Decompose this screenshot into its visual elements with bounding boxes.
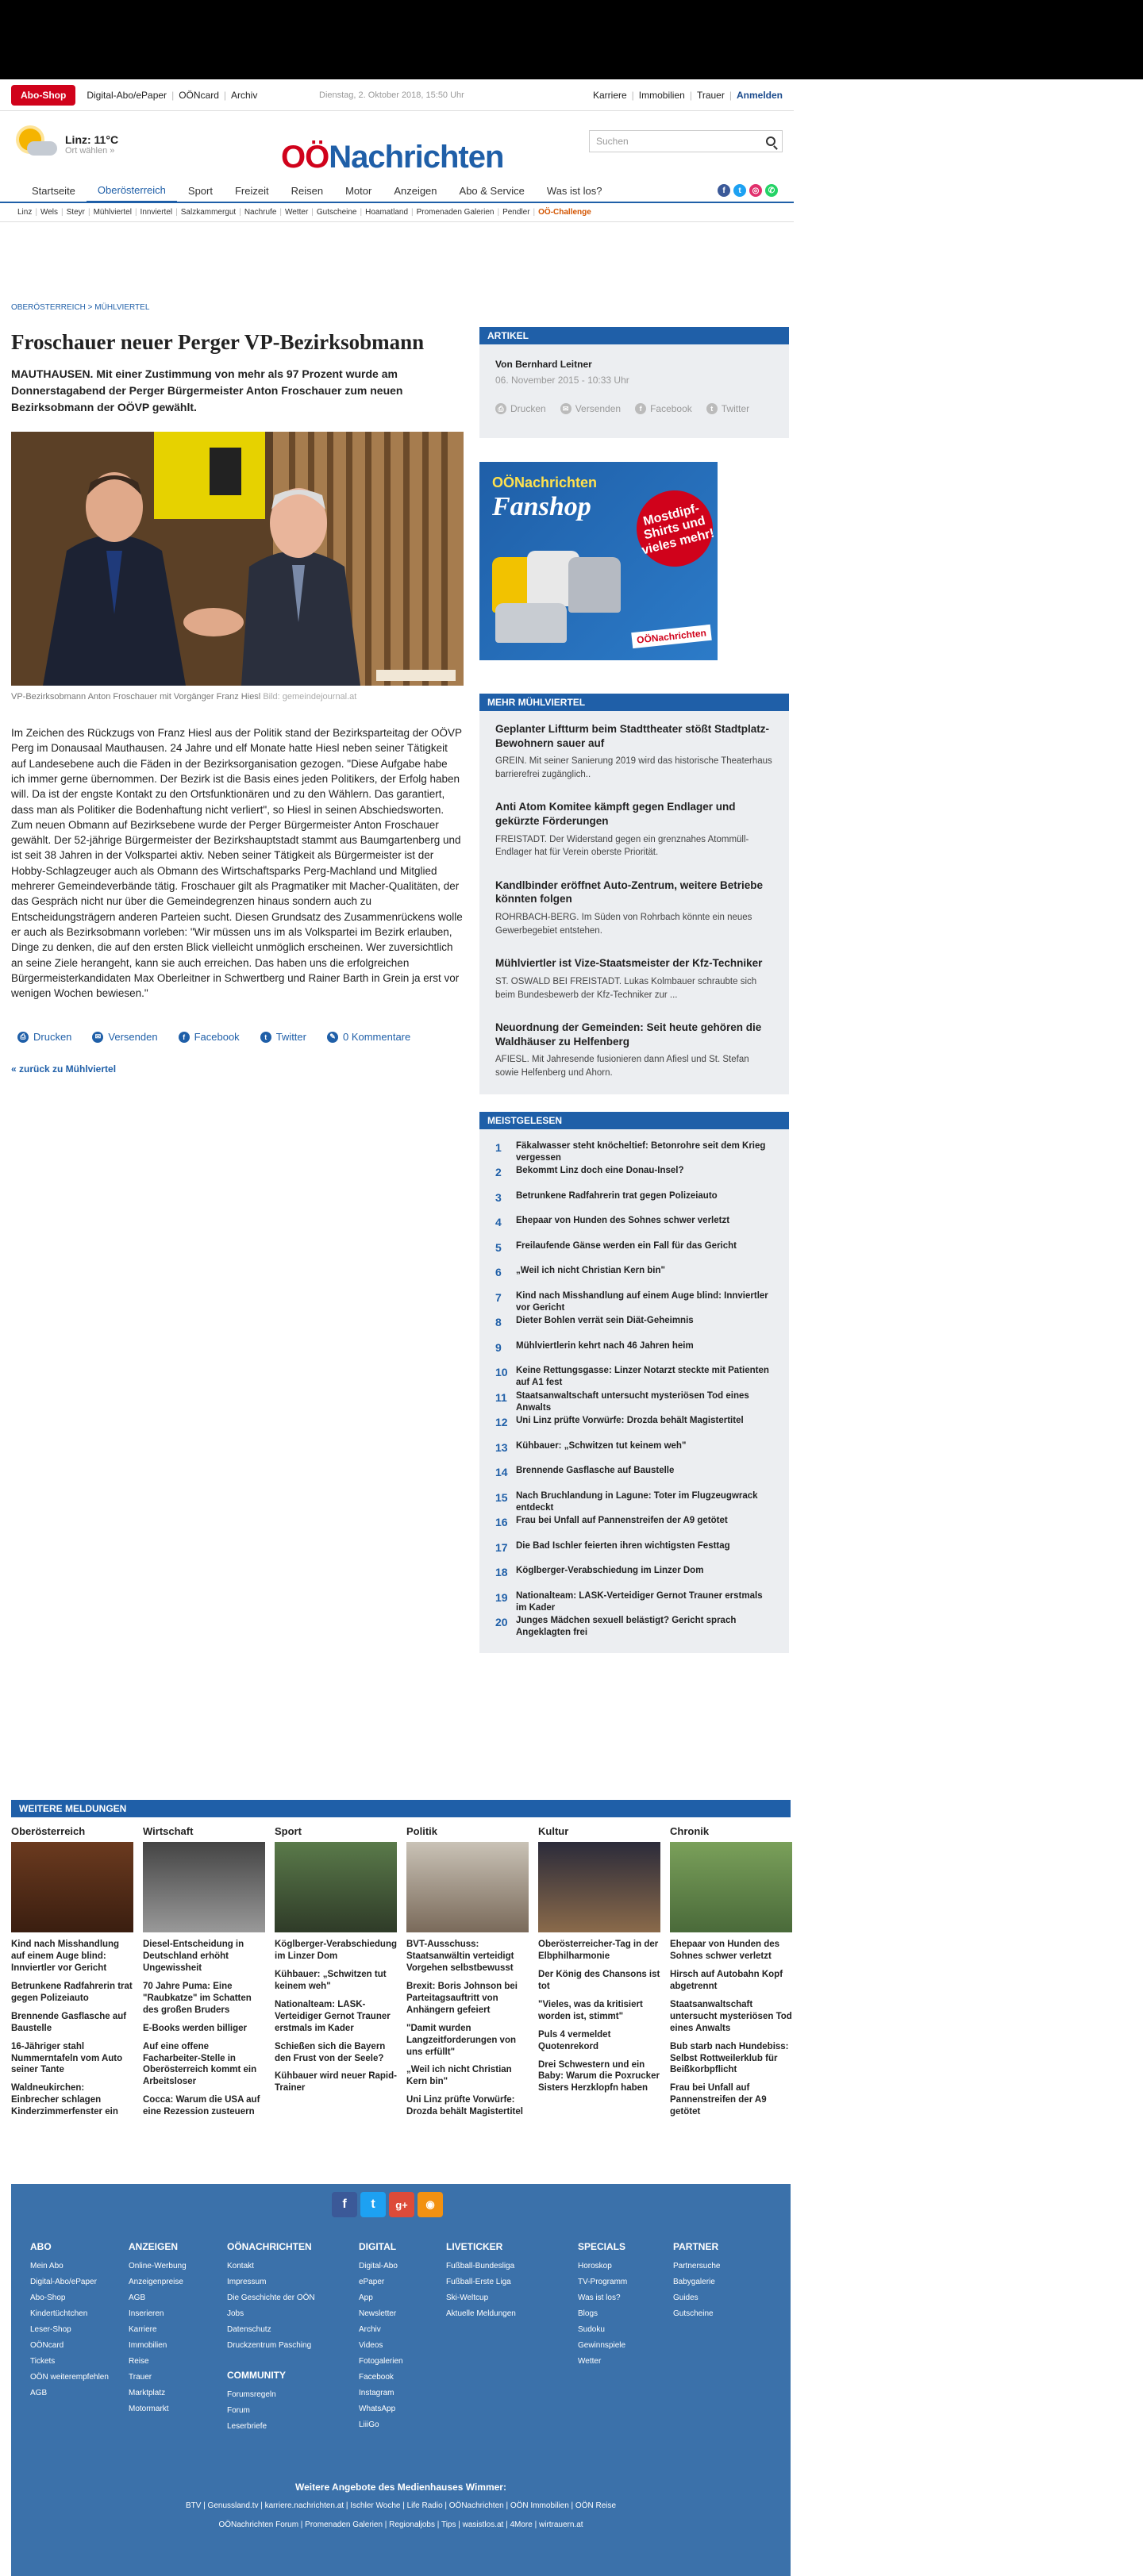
news-column-image[interactable] [670, 1842, 792, 1932]
subnav-nachrufe[interactable]: Nachrufe [244, 208, 277, 217]
top-link-immobilien[interactable]: Immobilien [638, 89, 685, 101]
news-item[interactable]: Bub starb nach Hundebiss: Selbst Rottweilerklub für Beißkorbpflicht [670, 2041, 789, 2075]
most-read-title: Die Bad Ischler feierten ihren wichtigsten Festtag [516, 1540, 730, 1551]
footer-link[interactable]: Videos [359, 2341, 383, 2350]
most-read-rank: 18 [495, 1566, 508, 1579]
twitter-icon: t [260, 1032, 271, 1043]
more-item[interactable]: Kandlbinder eröffnet Auto-Zentrum, weitere Betriebe könnten folgen ROHRBACH-BERG. Im Süden von Rohrbach könnte ein neues Gewerbegebiet entstehen. [495, 879, 764, 936]
footer-link[interactable]: Guides [673, 2293, 698, 2302]
most-read-title: Betrunkene Radfahrerin trat gegen Polizeiauto [516, 1190, 718, 1201]
article-box-head: ARTIKEL [479, 327, 789, 344]
news-item[interactable]: Auf eine offene Facharbeiter-Stelle in Oberösterreich kommt ein Arbeitsloser [143, 2041, 257, 2087]
most-read-rank: 17 [495, 1540, 508, 1554]
top-bar [0, 79, 794, 111]
footer-link[interactable]: Mein Abo [30, 2262, 64, 2270]
footer [11, 2184, 791, 2576]
footer-column [446, 2241, 578, 2435]
top-link-digital-abo[interactable]: Digital-Abo/ePaper [87, 89, 167, 101]
footer-column [359, 2241, 446, 2435]
top-black-bar [0, 0, 1143, 79]
news-column-image[interactable] [143, 1842, 265, 1932]
footer-bottom-links-1[interactable]: BTV | Genussland.tv | karriere.nachrichten.at | Ischler Woche | Life Radio | OÖNachrichten | OÖN Immobilien | OÖN Reise [185, 2501, 617, 2510]
photo-caption [11, 692, 464, 702]
footer-column-head: SPECIALS [578, 2241, 626, 2252]
subnav-oo-challenge[interactable]: OÖ-Challenge [538, 208, 591, 217]
news-item[interactable]: „Weil ich nicht Christian Kern bin" [406, 2065, 512, 2087]
footer-link[interactable]: Anzeigenpreise [129, 2278, 183, 2286]
nav-was-ist-los[interactable]: Was ist los? [546, 185, 602, 197]
most-read-rank: 6 [495, 1266, 502, 1279]
most-read-title: Staatsanwaltschaft untersucht mysteriösen Tod eines Anwalts [516, 1390, 749, 1413]
more-news-section [11, 1800, 791, 2118]
print-button[interactable]: ⎙ Drucken [17, 1031, 71, 1043]
sidebar-email-button[interactable]: ✉ Versenden [560, 403, 621, 414]
news-item[interactable]: Puls 4 vermeldet Quotenrekord [538, 2029, 611, 2051]
most-read-title: Uni Linz prüfte Vorwürfe: Drozda behält Magistertitel [516, 1416, 744, 1426]
most-read-item[interactable] [495, 1140, 773, 1166]
fanshop-badge: Mostdipf-Shirts und vieles mehr! [629, 483, 721, 575]
weather-widget[interactable] [14, 127, 118, 162]
main-nav [0, 178, 794, 203]
twitter-icon: t [706, 403, 718, 414]
subnav-wels[interactable]: Wels [40, 208, 59, 217]
most-read-item[interactable] [495, 1240, 773, 1266]
email-button[interactable]: ✉ Versenden [92, 1031, 157, 1043]
comments-button[interactable]: ✎ 0 Kommentare [327, 1031, 410, 1043]
news-column-image[interactable] [275, 1842, 397, 1932]
footer-link[interactable]: Newsletter [359, 2309, 397, 2318]
news-item[interactable]: Oberösterreicher-Tag in der Elbphilharmonie [538, 1940, 659, 1961]
sub-nav: Linz | Wels | Steyr | Mühlviertel | Innviertel | Salzkammergut | Nachrufe | Wetter | Gutscheine | Hoamatland | Promenaden Galerien | Pendler | OÖ-Challenge [0, 203, 794, 222]
news-column [670, 1825, 792, 2118]
email-icon: ✉ [92, 1032, 103, 1043]
back-to-muehlviertel-link[interactable]: « zurück zu Mühlviertel [11, 1063, 117, 1075]
footer-column [578, 2241, 673, 2435]
news-column-head[interactable]: Kultur [538, 1825, 569, 1837]
most-read-rank: 4 [495, 1216, 502, 1229]
more-list [479, 711, 789, 1094]
login-link[interactable]: Anmelden [736, 89, 783, 101]
fanshop-ad[interactable] [479, 462, 718, 660]
most-read-rank: 11 [495, 1390, 507, 1404]
footer-link[interactable]: AGB [129, 2293, 146, 2302]
most-read-title: Bekommt Linz doch eine Donau-Insel? [516, 1166, 684, 1176]
footer-link[interactable]: Aktuelle Meldungen [446, 2309, 516, 2318]
footer-link[interactable]: OÖN weiterempfehlen [30, 2373, 109, 2382]
subnav-salzkammergut[interactable]: Salzkammergut [180, 208, 237, 217]
footer-link[interactable]: Blogs [578, 2309, 598, 2318]
facebook-icon[interactable]: f [332, 2192, 357, 2217]
subnav-innviertel[interactable]: Innviertel [140, 208, 173, 217]
most-read-item[interactable] [495, 1190, 773, 1216]
news-item[interactable]: Brexit: Boris Johnson bei Parteitagsauftritt von Anhängern gefeiert [406, 1981, 518, 2015]
most-read-rank: 10 [495, 1366, 508, 1379]
footer-column-head: DIGITAL [359, 2241, 397, 2252]
article-lead: MAUTHAUSEN. Mit einer Zustimmung von mehr als 97 Prozent wurde am Donnerstagabend der Perger Bürgermeister Anton Froschauer zum neuen Bezirksobmann der OÖVP gewählt. [11, 367, 403, 414]
most-read-item[interactable] [495, 1390, 773, 1416]
more-news-columns [11, 1825, 791, 2118]
footer-column [227, 2241, 359, 2435]
nav-abo-service[interactable]: Abo & Service [459, 185, 525, 197]
footer-bottom [11, 2478, 791, 2535]
most-read-item[interactable] [495, 1465, 773, 1490]
twitter-icon[interactable]: t [733, 184, 746, 197]
sidebar [479, 327, 789, 1653]
most-read-item[interactable] [495, 1165, 773, 1190]
top-right-links: Karriere | Immobilien | Trauer | Anmelden [592, 89, 783, 101]
article-photo-illustration [11, 432, 464, 686]
footer-link[interactable]: Ski-Weltcup [446, 2293, 489, 2302]
footer-link[interactable]: LiiiGo [359, 2420, 379, 2429]
most-read-title: Nationalteam: LASK-Verteidiger Gernot Trauner erstmals im Kader [516, 1590, 763, 1613]
most-read-rank: 3 [495, 1190, 502, 1204]
footer-link[interactable]: App [359, 2293, 373, 2302]
news-item[interactable]: BVT-Ausschuss: Staatsanwältin verteidigt Vorgehen selbstbewusst [406, 1940, 514, 1973]
footer-link[interactable]: Digital-Abo [359, 2262, 398, 2270]
footer-column [30, 2241, 129, 2435]
news-item[interactable]: Drei Schwestern und ein Baby: Warum die Poxrucker Sisters Herzklopfn haben [538, 2059, 660, 2093]
most-read-title: Brennende Gasflasche auf Baustelle [516, 1466, 675, 1476]
current-date: Dienstag, 2. Oktober 2018, 15:50 Uhr [319, 90, 464, 100]
footer-link[interactable]: Sudoku [578, 2325, 605, 2334]
top-links: Digital-Abo/ePaper | OÖNcard | Archiv [87, 89, 258, 101]
facebook-icon: f [635, 403, 646, 414]
news-item[interactable]: Brennende Gasflasche auf Baustelle [11, 2011, 127, 2033]
most-read-list [479, 1129, 789, 1653]
most-read-item[interactable] [495, 1340, 773, 1366]
news-item[interactable]: Nationalteam: LASK-Verteidiger Gernot Trauner erstmals im Kader [275, 1999, 391, 2033]
shirt-grey [568, 557, 621, 613]
nav-reisen[interactable]: Reisen [291, 185, 324, 197]
top-link-oencard[interactable]: OÖNcard [179, 89, 219, 101]
article-photo [11, 432, 464, 686]
article-body [11, 725, 464, 1001]
facebook-share-button[interactable]: f Facebook [179, 1031, 240, 1043]
news-item[interactable]: E-Books werden billiger [143, 2023, 247, 2033]
most-read-rank: 12 [495, 1416, 508, 1429]
most-read-item[interactable] [495, 1415, 773, 1440]
most-read-item[interactable] [495, 1540, 773, 1566]
article-info-box [479, 344, 789, 438]
most-read-box [479, 1112, 789, 1653]
footer-link[interactable]: Datenschutz [227, 2325, 271, 2334]
footer-link[interactable]: Leserbriefe [227, 2422, 267, 2431]
footer-link[interactable]: Immobilien [129, 2341, 167, 2350]
most-read-item[interactable] [495, 1565, 773, 1590]
footer-link[interactable]: WhatsApp [359, 2405, 396, 2413]
news-item[interactable]: 70 Jahre Puma: Eine "Raubkatze" im Schatten des großen Bruders [143, 1981, 252, 2015]
print-icon: ⎙ [17, 1032, 29, 1043]
most-read-title: Fäkalwasser steht knöcheltief: Betonrohre seit dem Krieg vergessen [516, 1140, 766, 1163]
subnav-promenaden-galerien[interactable]: Promenaden Galerien [416, 208, 495, 217]
most-read-title: Kühbauer: „Schwitzen tut keinem weh" [516, 1440, 687, 1451]
footer-social [332, 2192, 443, 2217]
more-muehlviertel-box [479, 694, 789, 1094]
footer-link[interactable]: Kontakt [227, 2262, 254, 2270]
most-read-rank: 20 [495, 1616, 508, 1629]
footer-link[interactable]: Wetter [578, 2357, 602, 2366]
top-link-archiv[interactable]: Archiv [231, 89, 258, 101]
more-item[interactable]: Mühlviertler ist Vize-Staatsmeister der Kfz-Techniker ST. OSWALD BEI FREISTADT. Lukas Kolmbauer schraubte sich beim Bundesbewerb der Kfz-Techniker zur ... [495, 957, 763, 1000]
news-item[interactable]: "Vieles, was da kritisiert worden ist, stimmt" [538, 1999, 643, 2021]
subnav-hoamatland[interactable]: Hoamatland [365, 208, 409, 217]
footer-link[interactable]: Babygalerie [673, 2278, 715, 2286]
footer-column-head: COMMUNITY [227, 2370, 286, 2381]
footer-link[interactable]: Was ist los? [578, 2293, 621, 2302]
footer-link[interactable]: ePaper [359, 2278, 385, 2286]
header [0, 111, 794, 178]
most-read-rank: 2 [495, 1166, 502, 1179]
rss-icon[interactable]: ◉ [418, 2192, 443, 2217]
news-column-image[interactable] [11, 1842, 133, 1932]
footer-link[interactable]: Instagram [359, 2389, 394, 2397]
subnav-muehlviertel[interactable]: Mühlviertel [93, 208, 132, 217]
footer-link[interactable]: Horoskop [578, 2262, 612, 2270]
most-read-title: Dieter Bohlen verrät sein Diät-Geheimnis [516, 1316, 694, 1326]
most-read-rank: 7 [495, 1290, 502, 1304]
comment-icon: ✎ [327, 1032, 338, 1043]
caption-credit: Bild: gemeindejournal.at [263, 692, 357, 702]
footer-link[interactable]: Online-Werbung [129, 2262, 187, 2270]
subnav-wetter[interactable]: Wetter [285, 208, 309, 217]
most-read-item[interactable] [495, 1490, 773, 1516]
footer-column-head: OÖNACHRICHTEN [227, 2241, 312, 2252]
subnav-steyr[interactable]: Steyr [66, 208, 85, 217]
footer-link[interactable]: Archiv [359, 2325, 381, 2334]
facebook-icon: f [179, 1032, 190, 1043]
sun-cloud-icon [14, 127, 59, 162]
most-read-rank: 5 [495, 1240, 502, 1254]
whatsapp-icon[interactable]: ✆ [765, 184, 778, 197]
most-read-title: Keine Rettungsgasse: Linzer Notarzt steckte mit Patienten auf A1 fest [516, 1366, 769, 1388]
twitter-icon[interactable]: t [360, 2192, 386, 2217]
more-head: MEHR MÜHLVIERTEL [479, 694, 789, 711]
footer-link[interactable]: Abo-Shop [30, 2293, 66, 2302]
top-link-karriere[interactable]: Karriere [592, 89, 627, 101]
news-item[interactable]: Uni Linz prüfte Vorwürfe: Drozda behält Magistertitel [406, 2095, 523, 2117]
article-date: 06. November 2015 - 10:33 Uhr [495, 375, 629, 386]
email-icon: ✉ [560, 403, 572, 414]
most-read-item[interactable] [495, 1290, 773, 1316]
footer-bottom-title: Weitere Angebote des Medienhauses Wimmer: [295, 2482, 506, 2493]
nav-sport[interactable]: Sport [187, 185, 213, 197]
sidebar-share [495, 403, 773, 414]
most-read-rank: 19 [495, 1590, 508, 1604]
news-column [275, 1825, 397, 2118]
article-headline: Froschauer neuer Perger VP-Bezirksobmann [11, 330, 425, 354]
subnav-gutscheine[interactable]: Gutscheine [316, 208, 357, 217]
article-share-bar [11, 1031, 464, 1043]
instagram-icon[interactable]: ◎ [749, 184, 762, 197]
news-item[interactable]: 16-Jähriger stahl Nummerntafeln vom Auto seiner Tante [11, 2041, 123, 2075]
breadcrumb[interactable]: OBERÖSTERREICH > MÜHLVIERTEL [11, 303, 150, 312]
article-author: Von Bernhard Leitner [495, 359, 592, 370]
news-column-head[interactable]: Chronik [670, 1825, 710, 1837]
most-read-item[interactable] [495, 1265, 773, 1290]
footer-link[interactable]: Impressum [227, 2278, 267, 2286]
nav-anzeigen[interactable]: Anzeigen [394, 185, 437, 197]
footer-link[interactable]: Gewinnspiele [578, 2341, 626, 2350]
article-paragraph: Im Zeichen des Rückzugs von Franz Hiesl aus der Politik stand der Bezirksparteitag der OÖVP Perg im Donausaal Mauthausen. 24 Jahre und elf Monate hatte Hiesl neben seiner Tätigkeit auf Landesebene auch die Fäden in der Bezirksorganisation gezogen. "Diese Aufgabe habe ich immer gerne übernommen. Der Bezirk ist die Basis eines jeden Politikers, der Erfolg haben will. Da ist der engste Kontakt zu den Ortsfunktionären und zu den Wählern. Das garantiert, dass man als Politiker die Bodenhaftung nicht verliert", so Hiesl in seinen Abschiedsworten. [11, 727, 462, 816]
footer-link[interactable]: Druckzentrum Pasching [227, 2341, 312, 2350]
footer-column-head: PARTNER [673, 2241, 719, 2252]
twitter-share-button[interactable]: t Twitter [260, 1031, 306, 1043]
most-read-rank: 14 [495, 1466, 508, 1479]
footer-link[interactable]: Kindertüchtchen [30, 2309, 88, 2318]
weather-location-select[interactable]: Ort wählen » [65, 146, 115, 156]
news-column-image[interactable] [406, 1842, 529, 1932]
footer-column [673, 2241, 760, 2435]
footer-link[interactable]: OÖNcard [30, 2341, 64, 2350]
news-item[interactable]: Schießen sich die Bayern den Frust von der Seele? [275, 2041, 386, 2063]
footer-link[interactable]: Reise [129, 2357, 149, 2366]
most-read-rank: 1 [495, 1140, 502, 1154]
news-item[interactable]: Kühbauer wird neuer Rapid-Trainer [275, 2071, 397, 2093]
fanshop-logo-line1: OÖNachrichten [492, 475, 598, 490]
most-read-title: Mühlviertlerin kehrt nach 46 Jahren heim [516, 1340, 694, 1351]
most-read-rank: 8 [495, 1316, 502, 1329]
footer-link[interactable]: Forumsregeln [227, 2390, 276, 2399]
most-read-rank: 15 [495, 1490, 508, 1504]
footer-link[interactable]: Marktplatz [129, 2389, 166, 2397]
footer-link[interactable]: Forum [227, 2406, 250, 2415]
footer-column-head: ABO [30, 2241, 52, 2252]
social-icons [718, 184, 778, 197]
google-plus-icon[interactable]: g+ [389, 2192, 414, 2217]
footer-link[interactable]: Fußball-Erste Liga [446, 2278, 511, 2286]
nav-motor[interactable]: Motor [345, 185, 372, 197]
print-icon: ⎙ [495, 403, 506, 414]
news-item[interactable]: Diesel-Entscheidung in Deutschland erhöht Ungewissheit [143, 1940, 244, 1973]
footer-link[interactable]: Karriere [129, 2325, 157, 2334]
most-read-rank: 13 [495, 1440, 508, 1454]
footer-link[interactable]: Jobs [227, 2309, 244, 2318]
weather-city: Linz: 11°C [65, 133, 119, 146]
news-item[interactable]: Staatsanwaltschaft untersucht mysteriösen Tod eines Anwalts [670, 1999, 792, 2033]
more-item[interactable]: Anti Atom Komitee kämpft gegen Endlager und gekürzte Förderungen FREISTADT. Der Widerstand gegen ein grenznahes Atommüll-Endlager hat für Verein oberste Priorität. [495, 801, 749, 858]
most-read-item[interactable] [495, 1365, 773, 1390]
fanshop-logo-line2: Fanshop [492, 492, 591, 521]
news-column [11, 1825, 133, 2118]
footer-link[interactable]: Fußball-Bundesliga [446, 2262, 515, 2270]
news-item[interactable]: Der König des Chansons ist tot [538, 1969, 660, 1991]
footer-link[interactable]: Partnersuche [673, 2262, 721, 2270]
footer-column-head: LIVETICKER [446, 2241, 503, 2252]
most-read-rank: 16 [495, 1516, 508, 1529]
most-read-item[interactable] [495, 1515, 773, 1540]
most-read-title: Junges Mädchen sexuell belästigt? Gericht sprach Angeklagten frei [516, 1616, 737, 1638]
most-read-title: „Weil ich nicht Christian Kern bin" [516, 1266, 665, 1276]
article-paragraph: Zum neuen Obmann auf Bezirksebene wurde der Perger Bürgermeister Anton Froschauer gewählt. Der 52-jährige Bürgermeister der Bezirkshauptstadt stammt aus Baumgartenberg und ist seit 38 Jahren in der Volkspartei aktiv. Neben seiner Tätigkeit als Bürgermeister ist der Hobby-Schlagzeuger auch als Obmann des Wirtschaftsparks Perg-Machland und Mitglied mehrerer Gemeindeverbände tätig. Froschauer gilt als Pragmatiker mit Macher-Qualitäten, der das Gespräch nicht nur über die Gemeindegrenzen hinaus sondern auch zu Entscheidungsträgern anderen Parteien sucht. Diesen Grundsatz des Zusammenrückens wolle er auch als Bezirksobmann vorleben: "Wir müssen uns im als Volkspartei im Bezirk erlauben, Dinge zu denken, die auf den ersten Blick vielleicht unmöglich erscheinen. Wer zuversichtlich an seine Ziele herangeht, kann sie auch erreichen. Das haben uns die erfolgreichen Bürgermeisterkandidaten Max Oberleitner in Schwertberg und Rainer Barth in Grein ja erst vor wenigen Wochen bewiesen." [11, 818, 463, 1000]
news-item[interactable]: Frau bei Unfall auf Pannenstreifen der A9 getötet [670, 2083, 767, 2117]
most-read-title: Kind nach Misshandlung auf einem Auge blind: Innviertler vor Gericht [516, 1290, 768, 1313]
news-item[interactable]: Kühbauer: „Schwitzen tut keinem weh" [275, 1969, 387, 1991]
footer-columns [30, 2241, 760, 2435]
news-column [406, 1825, 529, 2118]
more-item[interactable]: Geplanter Liftturm beim Stadttheater stößt Stadtplatz-Bewohnern sauer auf GREIN. Mit seiner Sanierung 2019 wird das historische Theaterhaus barrierefrei zugänglich.. [495, 723, 772, 779]
news-column-head[interactable]: Politik [406, 1825, 438, 1837]
bag [495, 603, 567, 643]
most-read-item[interactable] [495, 1215, 773, 1240]
site-container [0, 79, 794, 2529]
footer-link[interactable]: Tickets [30, 2357, 56, 2366]
footer-link[interactable]: TV-Programm [578, 2278, 628, 2286]
nav-freizeit[interactable]: Freizeit [234, 185, 269, 197]
more-news-head: WEITERE MELDUNGEN [11, 1800, 791, 1817]
caption-text: VP-Bezirksobmann Anton Froschauer mit Vorgänger Franz Hiesl [11, 692, 261, 702]
search-icon[interactable] [766, 136, 775, 146]
news-column-head[interactable]: Oberösterreich [11, 1825, 86, 1837]
news-item[interactable]: Waldneukirchen: Einbrecher schlagen Kinderzimmerfenster ein [11, 2083, 118, 2117]
most-read-title: Köglberger-Verabschiedung im Linzer Dom [516, 1566, 704, 1576]
subnav-linz[interactable]: Linz [17, 208, 33, 217]
news-column-head[interactable]: Wirtschaft [143, 1825, 194, 1837]
sidebar-print-button[interactable]: ⎙ Drucken [495, 403, 546, 414]
top-link-trauer[interactable]: Trauer [696, 89, 725, 101]
footer-column [129, 2241, 227, 2435]
most-read-title: Frau bei Unfall auf Pannenstreifen der A9 getötet [516, 1516, 728, 1526]
news-column [538, 1825, 660, 2118]
sidebar-facebook-button[interactable]: f Facebook [635, 403, 692, 414]
news-item[interactable]: "Damit wurden Langzeitforderungen von uns erfüllt" [406, 2023, 516, 2057]
most-read-title: Freilaufende Gänse werden ein Fall für das Gericht [516, 1240, 737, 1251]
most-read-item[interactable] [495, 1590, 773, 1616]
more-item[interactable]: Neuordnung der Gemeinden: Seit heute gehören die Waldhäuser zu Helfenberg AFIESL. Mit Jahresende fusionieren dann Afiesl und St. Stefan sowie Helfenberg und Ahorn. [495, 1021, 762, 1078]
footer-link[interactable]: Inserieren [129, 2309, 164, 2318]
news-item[interactable]: Ehepaar von Hunden des Sohnes schwer verletzt [670, 1940, 780, 1961]
footer-link[interactable]: Gutscheine [673, 2309, 714, 2318]
footer-link[interactable]: Die Geschichte der OÖN [227, 2293, 315, 2302]
facebook-icon[interactable]: f [718, 184, 730, 197]
search-placeholder: Suchen [596, 136, 629, 147]
nav-oberoesterreich[interactable]: Oberösterreich [87, 184, 177, 203]
subnav-pendler[interactable]: Pendler [502, 208, 530, 217]
most-read-item[interactable] [495, 1440, 773, 1466]
news-column-head[interactable]: Sport [275, 1825, 302, 1837]
footer-link[interactable]: Leser-Shop [30, 2325, 71, 2334]
footer-link[interactable]: Motormarkt [129, 2405, 169, 2413]
footer-link[interactable]: AGB [30, 2389, 48, 2397]
sidebar-twitter-button[interactable]: t Twitter [706, 403, 749, 414]
search-input[interactable] [589, 130, 783, 152]
news-item[interactable]: Kind nach Misshandlung auf einem Auge blind: Innviertler vor Gericht [11, 1940, 120, 1973]
footer-link[interactable]: Trauer [129, 2373, 152, 2382]
most-read-item[interactable] [495, 1315, 773, 1340]
most-read-head: MEISTGELESEN [479, 1112, 789, 1129]
most-read-item[interactable] [495, 1615, 773, 1640]
news-column-image[interactable] [538, 1842, 660, 1932]
nav-startseite[interactable]: Startseite [32, 185, 75, 197]
footer-column-head: ANZEIGEN [129, 2241, 179, 2252]
news-item[interactable]: Köglberger-Verabschiedung im Linzer Dom [275, 1940, 398, 1961]
most-read-title: Nach Bruchlandung in Lagune: Toter im Flugzeugwrack entdeckt [516, 1490, 758, 1513]
news-item[interactable]: Cocca: Warum die USA auf eine Rezession zusteuern [143, 2095, 260, 2117]
footer-link[interactable]: Facebook [359, 2373, 394, 2382]
article [11, 330, 464, 1075]
abo-shop-button[interactable]: Abo-Shop [11, 85, 75, 106]
fanshop-brand: OÖNachrichten [631, 625, 712, 648]
footer-link[interactable]: Fotogalerien [359, 2357, 403, 2366]
news-column [143, 1825, 265, 2118]
news-item[interactable]: Betrunkene Radfahrerin trat gegen Polizeiauto [11, 1981, 133, 2003]
most-read-title: Ehepaar von Hunden des Sohnes schwer verletzt [516, 1216, 730, 1226]
footer-bottom-links-2[interactable]: OÖNachrichten Forum | Promenaden Galerien | Regionaljobs | Tips | wasistlos.at | 4More | wirtrauern.at [218, 2520, 583, 2529]
site-logo[interactable]: OÖNachrichten [281, 140, 504, 175]
most-read-rank: 9 [495, 1340, 502, 1354]
footer-link[interactable]: Digital-Abo/ePaper [30, 2278, 97, 2286]
news-item[interactable]: Hirsch auf Autobahn Kopf abgetrennt [670, 1969, 783, 1991]
